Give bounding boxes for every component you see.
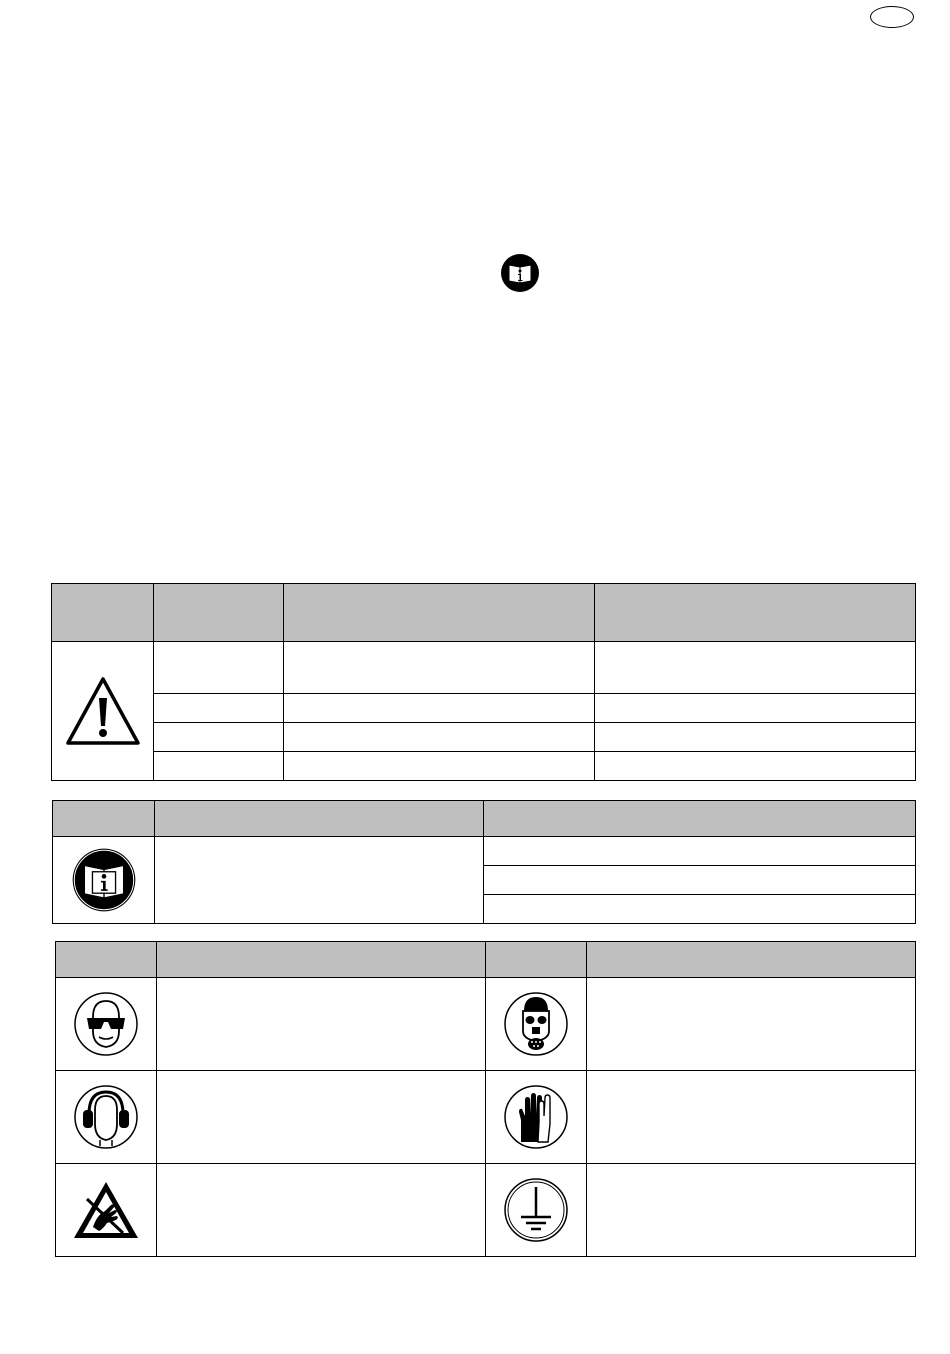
- ppe-header-meaning-right: [587, 942, 916, 978]
- danger-header-signal-word: [154, 584, 284, 642]
- language-badge: [870, 6, 914, 28]
- danger-row-4-meaning: [284, 752, 595, 781]
- ppe-row-1-right-text: [587, 978, 916, 1071]
- ppe-row-3-right-text: [587, 1164, 916, 1257]
- ppe-row-1-left-text: [157, 978, 486, 1071]
- danger-row-3-consequence: [595, 723, 916, 752]
- manual-info-icon: [71, 847, 137, 913]
- danger-row-2-consequence: [595, 694, 916, 723]
- ppe-row-2-right-text: [587, 1071, 916, 1164]
- danger-row-1-meaning: [284, 642, 595, 694]
- manual-info-icon: [500, 253, 540, 293]
- danger-levels-table: [51, 583, 916, 781]
- ppe-symbols-table: [55, 941, 916, 1257]
- danger-row-2-meaning: [284, 694, 595, 723]
- ppe-row-3-left-symbol: [56, 1164, 157, 1257]
- safety-glasses-icon: [73, 991, 139, 1057]
- info-row-3: [484, 895, 916, 924]
- info-symbol-table: [52, 800, 916, 924]
- info-description: [155, 837, 484, 924]
- danger-symbol-cell: [52, 642, 154, 781]
- warning-triangle-icon: [65, 676, 141, 746]
- danger-row-1-signal: [154, 642, 284, 694]
- danger-row-1-consequence: [595, 642, 916, 694]
- ppe-row-2-right-symbol: [486, 1071, 587, 1164]
- ppe-row-2-left-text: [157, 1071, 486, 1164]
- ppe-row-3-right-symbol: [486, 1164, 587, 1257]
- ppe-header-meaning-left: [157, 942, 486, 978]
- danger-header-symbol: [52, 584, 154, 642]
- ppe-row-2-left-symbol: [56, 1071, 157, 1164]
- danger-row-4-consequence: [595, 752, 916, 781]
- danger-header-consequence: [595, 584, 916, 642]
- info-header-symbol: [53, 801, 155, 837]
- danger-row-2-signal: [154, 694, 284, 723]
- info-header-meaning: [155, 801, 484, 837]
- ppe-header-symbol-right: [486, 942, 587, 978]
- ppe-row-1-right-symbol: [486, 978, 587, 1071]
- info-header-notes: [484, 801, 916, 837]
- danger-row-3-meaning: [284, 723, 595, 752]
- protective-gloves-icon: [503, 1084, 569, 1150]
- ear-protection-icon: [73, 1084, 139, 1150]
- danger-row-3-signal: [154, 723, 284, 752]
- ground-earth-icon: [503, 1177, 569, 1243]
- esd-warning-icon: [71, 1179, 141, 1241]
- danger-row-4-signal: [154, 752, 284, 781]
- respirator-mask-icon: [503, 991, 569, 1057]
- info-row-1: [484, 837, 916, 866]
- info-symbol-cell: [53, 837, 155, 924]
- ppe-row-1-left-symbol: [56, 978, 157, 1071]
- ppe-header-symbol-left: [56, 942, 157, 978]
- ppe-row-3-left-text: [157, 1164, 486, 1257]
- danger-header-meaning: [284, 584, 595, 642]
- info-row-2: [484, 866, 916, 895]
